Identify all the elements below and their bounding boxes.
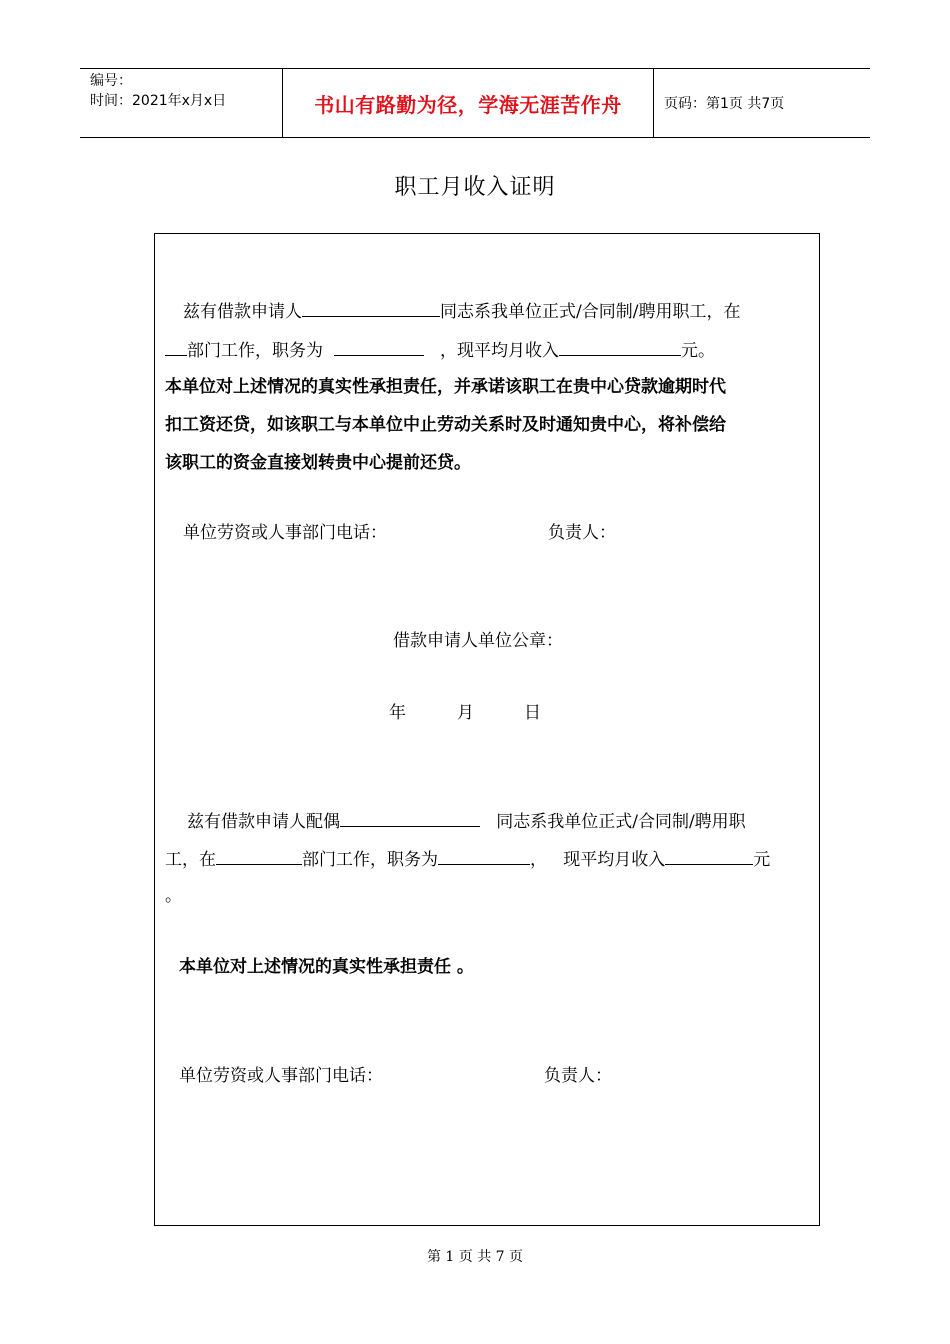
s1-person-label: 负责人： [548, 523, 616, 543]
s1-position-label: 部门工作，职务为 [187, 341, 323, 361]
income-blank[interactable] [559, 337, 681, 356]
s2-income-blank[interactable] [665, 846, 753, 865]
s1-applicant-label: 兹有借款申请人 [183, 302, 302, 322]
s1-line2 [165, 337, 715, 363]
date-year-label: 年 [389, 703, 406, 723]
department-blank[interactable] [165, 337, 187, 356]
s2-department-blank[interactable] [216, 846, 302, 865]
s2-spouse-label: 兹有借款申请人配偶 [187, 812, 340, 832]
position-blank[interactable] [334, 337, 424, 356]
s2-work-label: 工，在 [165, 850, 216, 870]
s1-phone-label: 单位劳资或人事部门电话： [183, 523, 387, 543]
s1-commitment-line3: 该职工的资金直接划转贵中心提前还贷。 [165, 453, 471, 473]
s1-income-label: ，现平均月收入 [440, 341, 560, 361]
s2-position-blank[interactable] [438, 846, 530, 865]
s2-employment-text: 同志系我单位正式/合同制/聘用职 [496, 812, 746, 832]
serial-number-label: 编号： [90, 73, 132, 89]
s2-yuan-label: 元 [753, 850, 771, 870]
s1-line1 [183, 298, 740, 324]
page-title: 职工月收入证明 [394, 175, 556, 200]
s2-line2 [165, 846, 770, 872]
s2-person-label: 负责人： [544, 1066, 612, 1086]
applicant-name-blank[interactable] [302, 298, 440, 317]
date-label: 时间：2021年x月x日 [90, 93, 227, 109]
s2-income-label: 现平均月收入 [563, 850, 666, 870]
s2-commitment: 本单位对上述情况的真实性承担责任 。 [179, 957, 474, 977]
company-seal-label: 借款申请人单位公章： [393, 631, 563, 651]
header-motto-cell [282, 69, 654, 137]
header-page-number: 页码：第1页 共7页 [664, 96, 785, 112]
certificate-frame [154, 233, 820, 1226]
spouse-name-blank[interactable] [340, 808, 480, 827]
document-header [80, 68, 870, 138]
header-page-cell [654, 69, 870, 137]
s2-phone-label: 单位劳资或人事部门电话： [179, 1066, 383, 1086]
s2-line1 [187, 808, 746, 834]
date-month-label: 月 [457, 703, 474, 723]
s1-yuan-label: 元。 [681, 341, 716, 361]
s2-position-label: 部门工作，职务为 [302, 850, 438, 870]
page-footer: 第 1 页 共 7 页 [426, 1249, 524, 1265]
s1-employment-text: 同志系我单位正式/合同制/聘用职工，在 [440, 302, 741, 322]
s1-commitment-line2: 扣工资还贷，如该职工与本单位中止劳动关系时及时通知贵中心，将补偿给 [165, 415, 726, 435]
date-day-label: 日 [524, 703, 541, 723]
s2-comma: ， [530, 850, 547, 870]
s1-commitment-line1: 本单位对上述情况的真实性承担责任，并承诺该职工在贵中心贷款逾期时代 [165, 377, 726, 397]
header-meta [80, 69, 282, 137]
s2-period: 。 [165, 886, 182, 906]
header-motto: 书山有路勤为径，学海无涯苦作舟 [314, 92, 622, 117]
